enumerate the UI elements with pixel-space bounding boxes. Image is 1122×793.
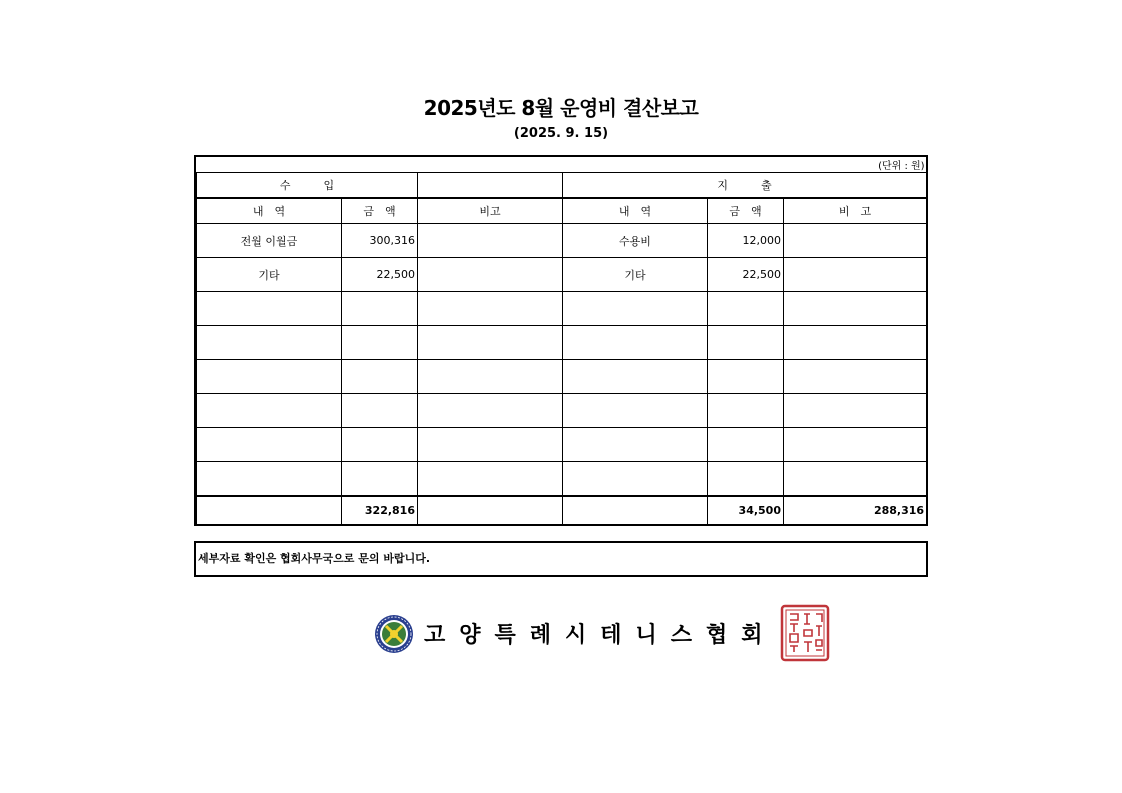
table-row	[197, 224, 927, 258]
income-note-cell	[418, 462, 563, 497]
income-note-cell	[418, 326, 563, 360]
income-amount-cell	[342, 428, 418, 462]
expense-note-cell	[784, 326, 927, 360]
total-label-cell	[197, 496, 342, 525]
organization-name: 고양특례시테니스협회	[424, 623, 777, 648]
income-amount-cell	[342, 394, 418, 428]
income-item-header: 내 역	[197, 198, 342, 224]
expense-note-cell	[784, 224, 927, 258]
table-row	[197, 462, 927, 497]
expense-item-cell	[563, 292, 708, 326]
income-note-cell	[418, 258, 563, 292]
total-expense-item-cell	[563, 496, 708, 525]
expense-amount-cell	[708, 428, 784, 462]
income-item-cell: 기타	[197, 258, 342, 292]
settlement-table	[194, 155, 928, 526]
unit-label: (단위 : 원)	[197, 157, 927, 173]
income-amount-cell	[342, 360, 418, 394]
expense-note-cell	[784, 394, 927, 428]
income-note-cell	[418, 224, 563, 258]
income-item-cell: 전월 이월금	[197, 224, 342, 258]
expense-item-cell	[563, 326, 708, 360]
expense-amount-header: 금 액	[708, 198, 784, 224]
table-row	[197, 326, 927, 360]
expense-note-cell	[784, 462, 927, 497]
expense-note-cell	[784, 258, 927, 292]
income-amount-cell	[342, 292, 418, 326]
total-income-note-cell	[418, 496, 563, 525]
expense-amount-cell	[708, 326, 784, 360]
income-note-cell	[418, 360, 563, 394]
settlement-grid	[196, 157, 927, 525]
expense-item-cell: 기타	[563, 258, 708, 292]
footer	[374, 604, 844, 664]
expense-item-cell	[563, 360, 708, 394]
income-item-cell	[197, 326, 342, 360]
expense-amount-cell: 12,000	[708, 224, 784, 258]
income-item-cell	[197, 428, 342, 462]
expense-amount-cell	[708, 360, 784, 394]
income-amount-cell: 22,500	[342, 258, 418, 292]
tennis-association-emblem-icon	[374, 614, 414, 654]
table-row	[197, 360, 927, 394]
expense-item-header: 내 역	[563, 198, 708, 224]
income-item-cell	[197, 462, 342, 497]
income-item-cell	[197, 292, 342, 326]
income-section-header: 수 입	[197, 173, 418, 199]
expense-section-header: 지 출	[563, 173, 927, 199]
table-row	[197, 428, 927, 462]
income-amount-cell	[342, 462, 418, 497]
expense-amount-cell	[708, 292, 784, 326]
income-note-header: 비고	[418, 198, 563, 224]
expense-item-cell	[563, 394, 708, 428]
income-note-cell	[418, 292, 563, 326]
document-date: (2025. 9. 15)	[513, 126, 609, 141]
income-note-cell	[418, 394, 563, 428]
income-total: 322,816	[342, 496, 418, 525]
expense-note-cell	[784, 360, 927, 394]
expense-item-cell	[563, 428, 708, 462]
expense-note-header: 비 고	[784, 198, 927, 224]
table-row	[197, 258, 927, 292]
expense-total: 34,500	[708, 496, 784, 525]
income-item-cell	[197, 360, 342, 394]
expense-amount-cell	[708, 394, 784, 428]
association-seal-icon	[780, 604, 830, 662]
income-amount-cell: 300,316	[342, 224, 418, 258]
expense-item-cell: 수용비	[563, 224, 708, 258]
income-item-cell	[197, 394, 342, 428]
inquiry-note: 세부자료 확인은 협회사무국으로 문의 바랍니다.	[194, 541, 928, 577]
income-note-cell	[418, 428, 563, 462]
table-row	[197, 394, 927, 428]
table-row	[197, 292, 927, 326]
income-amount-header: 금 액	[342, 198, 418, 224]
expense-note-cell	[784, 428, 927, 462]
expense-note-cell	[784, 292, 927, 326]
document-title: 2025년도 8월 운영비 결산보고	[423, 96, 699, 120]
blank-section-cell	[418, 173, 563, 199]
balance-total: 288,316	[784, 496, 927, 525]
expense-amount-cell: 22,500	[708, 258, 784, 292]
expense-amount-cell	[708, 462, 784, 497]
income-amount-cell	[342, 326, 418, 360]
expense-item-cell	[563, 462, 708, 497]
